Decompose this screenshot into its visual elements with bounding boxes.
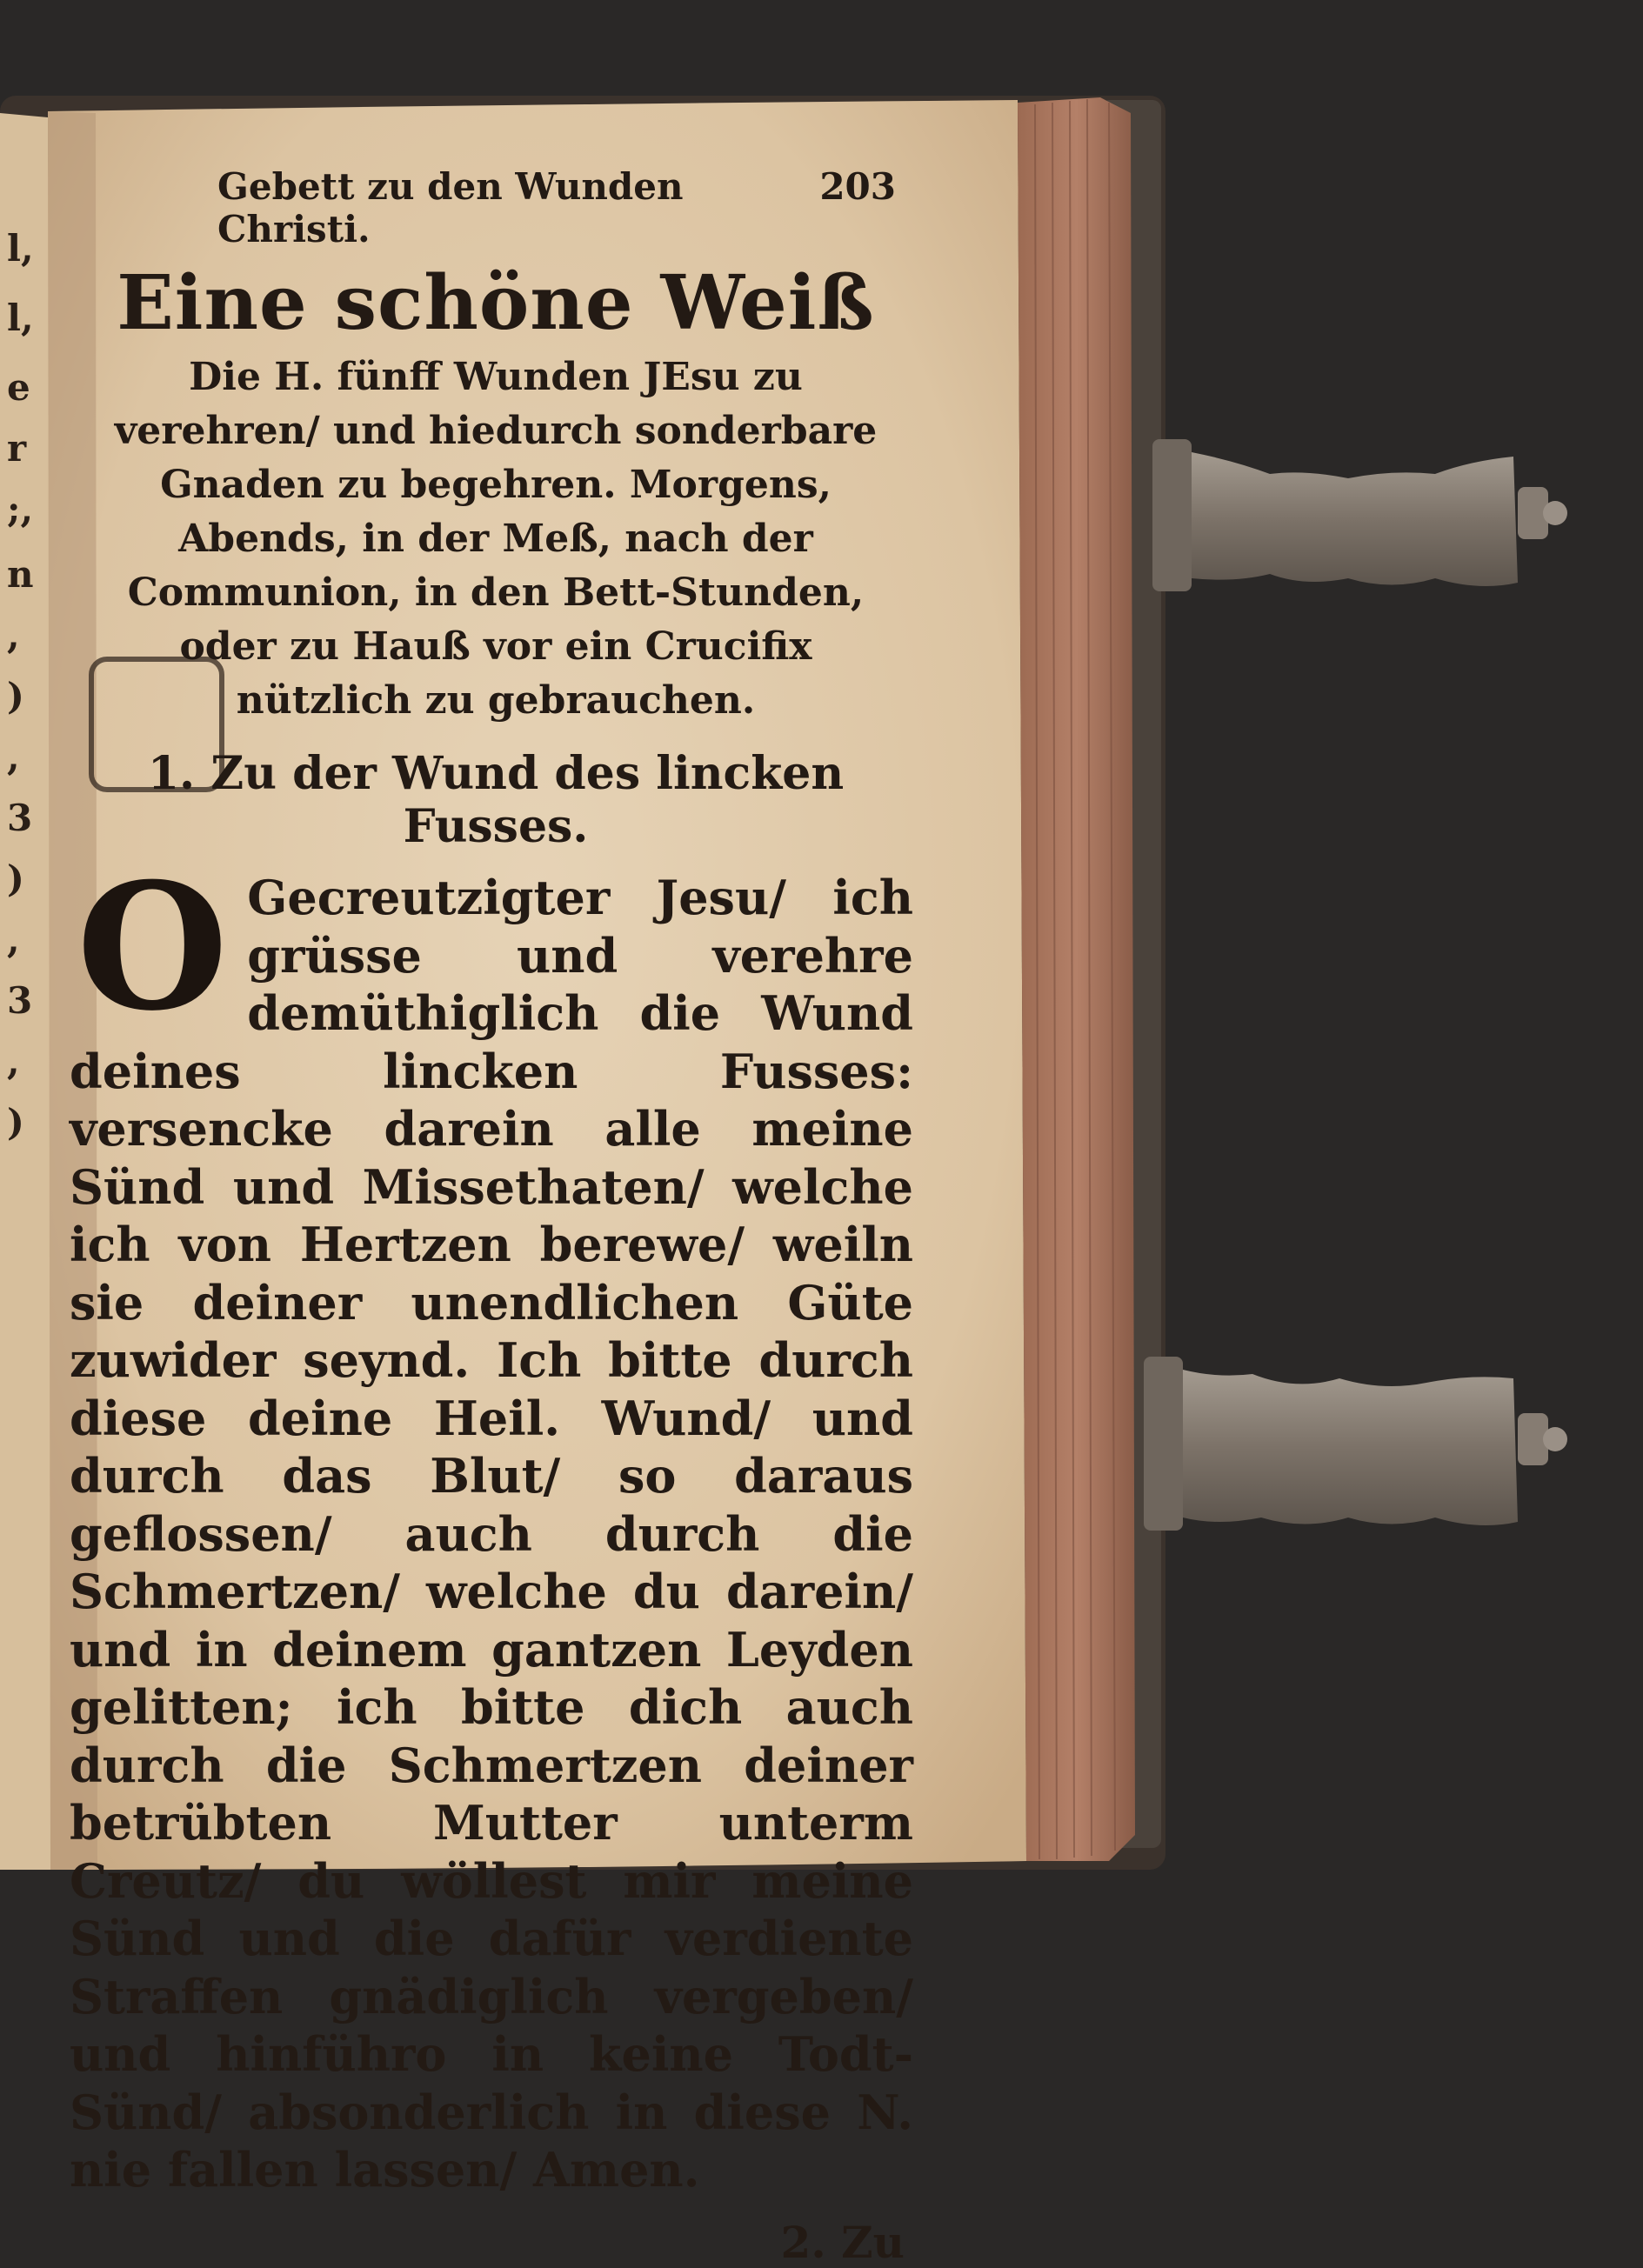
svg-text:3: 3 [7, 979, 33, 1022]
svg-text:l,: l, [7, 227, 34, 270]
svg-text:e: e [7, 366, 30, 409]
svg-text:l,: l, [7, 297, 34, 339]
top-clasp [1152, 439, 1567, 591]
svg-text:r: r [7, 427, 27, 470]
svg-text:3: 3 [7, 797, 33, 839]
bottom-clasp [1144, 1357, 1567, 1531]
prayer-text: Gecreutzigter Jesu/ ich grüsse und verehre demüthiglich die Wund deines lincken Fusses: versencke darein alle meine Sünd und Missethaten/ welche ich von Hertzen berewe/ weiln sie deiner unendlichen Güte zuwider seynd. Ich bitte durch diese deine Heil. Wund/ und durch das Blut/ so daraus geflossen/ auch durch die Schmertzen/ welche du darein/ und in deinem gantzen Leyden gelitten; ich bitte dich auch durch die Schmertzen deiner betrübten Mutter unterm Creutz/ du wöllest mir meine Sünd und die dafür verdiente Straffen gnädiglich vergeben/ und hinführo in keine Todt-Sünd/ absonderlich in diese N. nie fallen lassen/ Amen. [70, 870, 913, 2198]
running-head-title: Gebett zu den Wunden Christi. [217, 165, 684, 250]
svg-text:,: , [7, 918, 20, 961]
decorative-initial: O [77, 845, 229, 1050]
page-text [70, 165, 922, 2268]
page-title: Eine schöne Weiß [117, 259, 875, 347]
svg-text:): ) [7, 1101, 24, 1144]
svg-text:,: , [7, 1040, 20, 1083]
section-heading: 1. Zu der Wund des lincken Fusses. [147, 747, 845, 853]
svg-text:;,: ;, [7, 488, 34, 530]
svg-text:,: , [7, 614, 20, 657]
prayer-paragraph [70, 845, 922, 2199]
page-number: 203 [819, 165, 896, 208]
svg-text:,: , [7, 736, 20, 778]
page-subtitle: Die H. fünff Wunden JEsu zu verehren/ und hiedurch sonderbare Gnaden zu begehren. Morgens, Abends, in der Meß, nach der Communion, in den Bett-Stunden, oder zu Hauß vor ein Crucifix nützlich zu gebrauchen. [114, 355, 878, 723]
running-head [70, 165, 922, 250]
svg-text:): ) [7, 675, 24, 717]
catchword: 2. Zu [780, 2216, 905, 2268]
svg-text:): ) [7, 857, 24, 900]
svg-text:n: n [7, 553, 34, 596]
